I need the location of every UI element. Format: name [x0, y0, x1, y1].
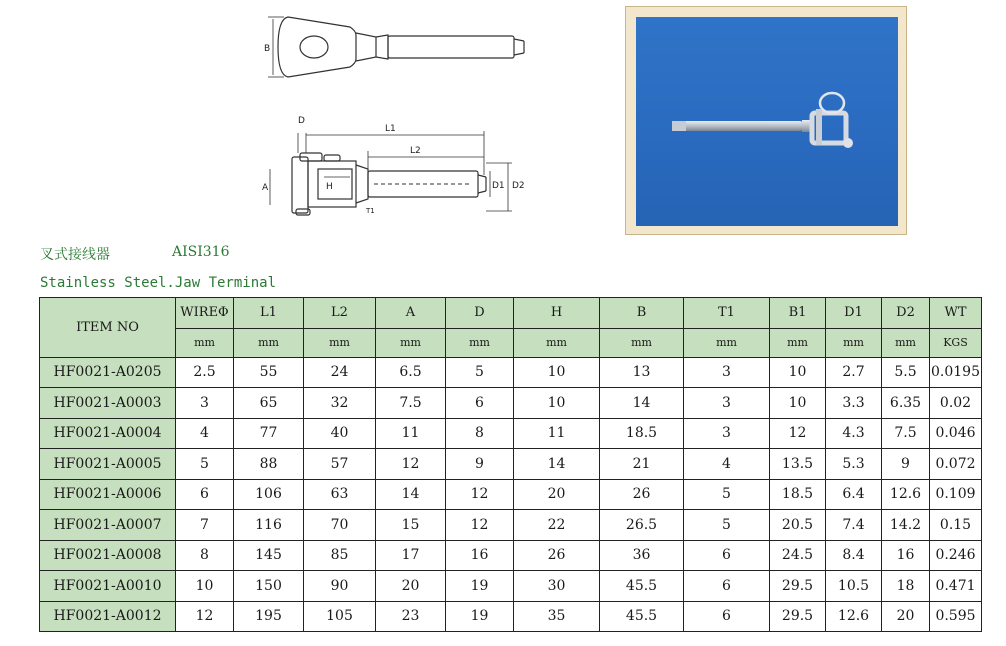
col-header-d1: D1 — [826, 298, 882, 329]
jaw-terminal-image — [636, 17, 898, 226]
value-cell: 45.5 — [600, 571, 684, 602]
value-cell: 5.3 — [826, 449, 882, 480]
product-title-cn: 叉式接线器 — [40, 247, 110, 263]
value-cell: 5.5 — [882, 357, 930, 388]
value-cell: 21 — [600, 449, 684, 480]
value-cell: 6 — [684, 571, 770, 602]
value-cell: 7.5 — [376, 388, 446, 419]
table-row — [40, 571, 982, 602]
unit-cell: mm — [234, 328, 304, 357]
value-cell: 14 — [600, 388, 684, 419]
item-number-cell: HF0021-A0005 — [40, 449, 176, 480]
unit-cell: mm — [770, 328, 826, 357]
value-cell: 4.3 — [826, 418, 882, 449]
value-cell: 5 — [684, 479, 770, 510]
col-header-a: A — [376, 298, 446, 329]
value-cell: 7.5 — [882, 418, 930, 449]
value-cell: 40 — [304, 418, 376, 449]
value-cell: 9 — [882, 449, 930, 480]
unit-cell: mm — [304, 328, 376, 357]
value-cell: 6 — [176, 479, 234, 510]
value-cell: 65 — [234, 388, 304, 419]
value-cell: 57 — [304, 449, 376, 480]
value-cell: 19 — [446, 571, 514, 602]
value-cell: 16 — [882, 540, 930, 571]
value-cell: 0.0195 — [930, 357, 982, 388]
dim-label-d2: D2 — [512, 181, 525, 191]
dim-label-d: D — [298, 116, 305, 126]
col-header-d2: D2 — [882, 298, 930, 329]
value-cell: 16 — [446, 540, 514, 571]
value-cell: 18.5 — [600, 418, 684, 449]
value-cell: 45.5 — [600, 601, 684, 632]
value-cell: 26 — [514, 540, 600, 571]
value-cell: 10.5 — [826, 571, 882, 602]
value-cell: 12 — [770, 418, 826, 449]
value-cell: 8.4 — [826, 540, 882, 571]
value-cell: 11 — [514, 418, 600, 449]
dim-label-a: A — [262, 183, 269, 193]
value-cell: 14 — [514, 449, 600, 480]
value-cell: 23 — [376, 601, 446, 632]
col-header-wt: WT — [930, 298, 982, 329]
value-cell: 4 — [684, 449, 770, 480]
value-cell: 116 — [234, 510, 304, 541]
table-row — [40, 388, 982, 419]
item-number-cell: HF0021-A0007 — [40, 510, 176, 541]
value-cell: 20.5 — [770, 510, 826, 541]
value-cell: 8 — [446, 418, 514, 449]
value-cell: 26.5 — [600, 510, 684, 541]
value-cell: 150 — [234, 571, 304, 602]
table-row — [40, 357, 982, 388]
value-cell: 10 — [770, 357, 826, 388]
table-row — [40, 601, 982, 632]
item-number-cell: HF0021-A0003 — [40, 388, 176, 419]
value-cell: 12 — [176, 601, 234, 632]
value-cell: 6.4 — [826, 479, 882, 510]
item-number-cell: HF0021-A0006 — [40, 479, 176, 510]
value-cell: 3 — [684, 357, 770, 388]
value-cell: 6.35 — [882, 388, 930, 419]
value-cell: 6 — [684, 540, 770, 571]
value-cell: 106 — [234, 479, 304, 510]
unit-cell: mm — [882, 328, 930, 357]
material-grade: AISI316 — [172, 244, 230, 260]
value-cell: 20 — [882, 601, 930, 632]
value-cell: 14 — [376, 479, 446, 510]
col-header-l2: L2 — [304, 298, 376, 329]
value-cell: 63 — [304, 479, 376, 510]
dim-label-b: B — [264, 44, 271, 54]
value-cell: 3 — [684, 388, 770, 419]
value-cell: 26 — [600, 479, 684, 510]
value-cell: 29.5 — [770, 571, 826, 602]
value-cell: 2.7 — [826, 357, 882, 388]
product-photo-frame — [625, 6, 907, 235]
unit-cell: KGS — [930, 328, 982, 357]
col-header-d: D — [446, 298, 514, 329]
dim-label-t1: T1 — [366, 207, 375, 215]
value-cell: 15 — [376, 510, 446, 541]
item-number-cell: HF0021-A0205 — [40, 357, 176, 388]
value-cell: 13 — [600, 357, 684, 388]
value-cell: 36 — [600, 540, 684, 571]
technical-drawing — [240, 5, 540, 230]
product-title-en: Stainless Steel.Jaw Terminal — [40, 275, 277, 291]
value-cell: 0.246 — [930, 540, 982, 571]
value-cell: 0.109 — [930, 479, 982, 510]
unit-cell: mm — [600, 328, 684, 357]
unit-cell: mm — [826, 328, 882, 357]
dim-label-d1: D1 — [492, 181, 505, 191]
value-cell: 12.6 — [882, 479, 930, 510]
header-row — [40, 298, 982, 329]
item-number-cell: HF0021-A0012 — [40, 601, 176, 632]
value-cell: 10 — [176, 571, 234, 602]
value-cell: 5 — [446, 357, 514, 388]
value-cell: 32 — [304, 388, 376, 419]
value-cell: 22 — [514, 510, 600, 541]
value-cell: 3.3 — [826, 388, 882, 419]
unit-cell: mm — [176, 328, 234, 357]
value-cell: 12 — [376, 449, 446, 480]
value-cell: 70 — [304, 510, 376, 541]
table-row — [40, 540, 982, 571]
item-number-cell: HF0021-A0010 — [40, 571, 176, 602]
value-cell: 105 — [304, 601, 376, 632]
value-cell: 5 — [176, 449, 234, 480]
value-cell: 6 — [684, 601, 770, 632]
value-cell: 2.5 — [176, 357, 234, 388]
value-cell: 8 — [176, 540, 234, 571]
item-no-header: ITEM NO — [40, 298, 176, 358]
table-row — [40, 479, 982, 510]
value-cell: 6.5 — [376, 357, 446, 388]
value-cell: 24 — [304, 357, 376, 388]
col-header-wire: WIREΦ — [176, 298, 234, 329]
dim-label-l2: L2 — [410, 146, 421, 156]
unit-cell: mm — [514, 328, 600, 357]
value-cell: 10 — [514, 357, 600, 388]
value-cell: 18.5 — [770, 479, 826, 510]
value-cell: 12.6 — [826, 601, 882, 632]
value-cell: 4 — [176, 418, 234, 449]
value-cell: 20 — [514, 479, 600, 510]
value-cell: 90 — [304, 571, 376, 602]
unit-cell: mm — [684, 328, 770, 357]
value-cell: 88 — [234, 449, 304, 480]
col-header-b: B — [600, 298, 684, 329]
value-cell: 30 — [514, 571, 600, 602]
col-header-b1: B1 — [770, 298, 826, 329]
value-cell: 7.4 — [826, 510, 882, 541]
value-cell: 13.5 — [770, 449, 826, 480]
value-cell: 12 — [446, 510, 514, 541]
value-cell: 10 — [770, 388, 826, 419]
value-cell: 29.5 — [770, 601, 826, 632]
value-cell: 7 — [176, 510, 234, 541]
value-cell: 9 — [446, 449, 514, 480]
value-cell: 10 — [514, 388, 600, 419]
value-cell: 6 — [446, 388, 514, 419]
value-cell: 20 — [376, 571, 446, 602]
col-header-h: H — [514, 298, 600, 329]
value-cell: 35 — [514, 601, 600, 632]
value-cell: 3 — [176, 388, 234, 419]
unit-row — [40, 328, 982, 357]
value-cell: 18 — [882, 571, 930, 602]
value-cell: 77 — [234, 418, 304, 449]
value-cell: 0.046 — [930, 418, 982, 449]
value-cell: 195 — [234, 601, 304, 632]
value-cell: 0.02 — [930, 388, 982, 419]
table-row — [40, 449, 982, 480]
value-cell: 24.5 — [770, 540, 826, 571]
value-cell: 11 — [376, 418, 446, 449]
col-header-l1: L1 — [234, 298, 304, 329]
dim-label-h: H — [326, 182, 333, 192]
value-cell: 85 — [304, 540, 376, 571]
item-number-cell: HF0021-A0004 — [40, 418, 176, 449]
unit-cell: mm — [376, 328, 446, 357]
value-cell: 55 — [234, 357, 304, 388]
value-cell: 0.471 — [930, 571, 982, 602]
product-photo — [636, 17, 898, 226]
spec-table — [39, 297, 982, 632]
value-cell: 0.595 — [930, 601, 982, 632]
value-cell: 17 — [376, 540, 446, 571]
table-row — [40, 510, 982, 541]
value-cell: 5 — [684, 510, 770, 541]
value-cell: 145 — [234, 540, 304, 571]
dim-label-l1: L1 — [385, 124, 396, 134]
table-row — [40, 418, 982, 449]
value-cell: 19 — [446, 601, 514, 632]
col-header-t1: T1 — [684, 298, 770, 329]
item-number-cell: HF0021-A0008 — [40, 540, 176, 571]
value-cell: 0.15 — [930, 510, 982, 541]
unit-cell: mm — [446, 328, 514, 357]
value-cell: 12 — [446, 479, 514, 510]
value-cell: 14.2 — [882, 510, 930, 541]
value-cell: 3 — [684, 418, 770, 449]
value-cell: 0.072 — [930, 449, 982, 480]
